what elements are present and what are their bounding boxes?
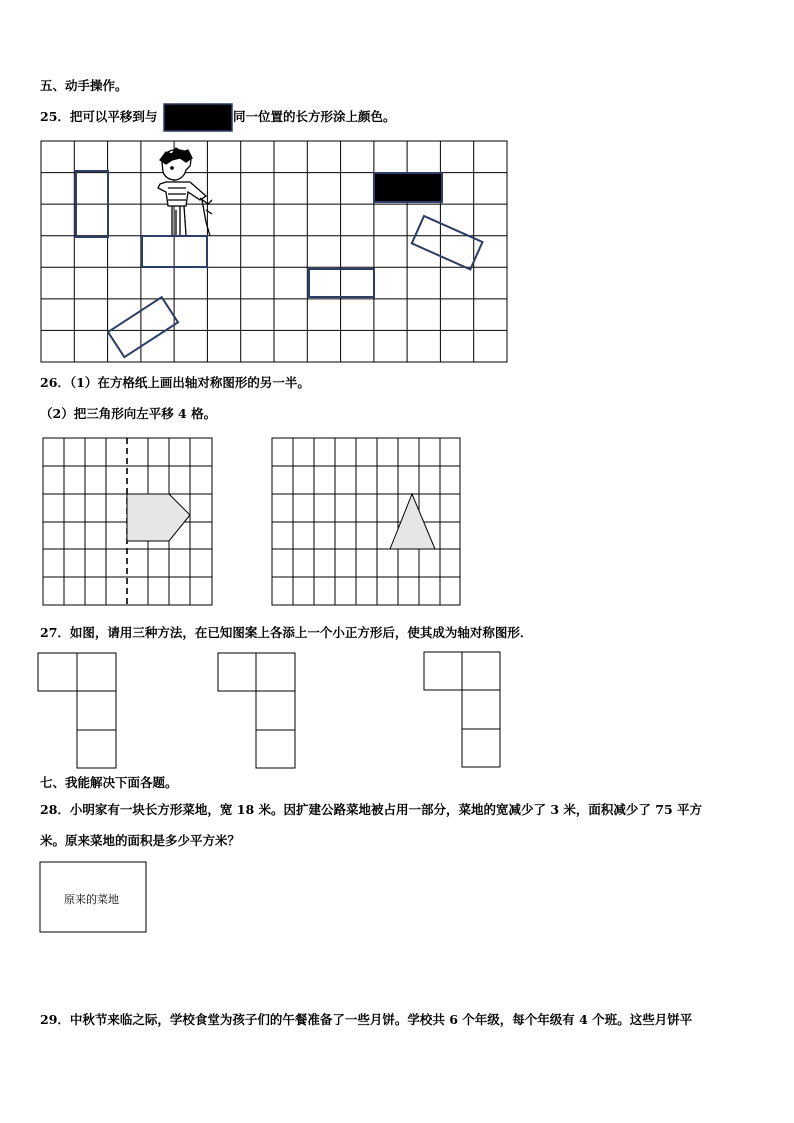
q25-text-before: 把可以平移到与 [69, 109, 158, 124]
q25-rectangles [76, 171, 482, 357]
q26-right-grid [272, 438, 460, 605]
q27-shape-3 [424, 652, 500, 767]
q26-line1: 26．（1）在方格纸上画出轴对称图形的另一半。 [40, 375, 310, 390]
rect-tilted-left [108, 297, 178, 357]
rect-tilted-right [412, 216, 483, 269]
section5-title: 五、动手操作。 [40, 78, 128, 93]
q27-shape-2 [218, 653, 295, 768]
q27-shape-1 [38, 653, 116, 768]
q28-box-label: 原来的菜地 [64, 893, 119, 906]
section7-title: 七、我能解决下面各题。 [40, 775, 178, 790]
q27-text: 27．如图，请用三种方法，在已知图案上各添上一个小正方形后，使其成为轴对称图形． [40, 625, 533, 640]
q25-inline-target-rect [164, 104, 232, 131]
boy-figure [158, 148, 212, 236]
q28-line1: 28．小明家有一块长方形菜地，宽 18 米。因扩建公路菜地被占用一部分，菜地的宽减少了 3 米，面积减少了 75 平方 [40, 802, 702, 817]
q28-line2: 米。原来菜地的面积是多少平方米？ [40, 833, 241, 848]
rect-target-black [374, 173, 442, 202]
rect-middle [309, 269, 374, 297]
half-pentagon-shape [127, 494, 190, 541]
q29-line1: 29．中秋节来临之际，学校食堂为孩子们的午餐准备了一些月饼。学校共 6 个年级，每个年级有 4 个班。这些月饼平 [40, 1012, 693, 1027]
q25-text-after: 同一位置的长方形涂上颜色。 [233, 109, 396, 124]
q26-line2: （2）把三角形向左平移 4 格。 [40, 406, 217, 421]
q25-number: 25． [40, 109, 70, 124]
